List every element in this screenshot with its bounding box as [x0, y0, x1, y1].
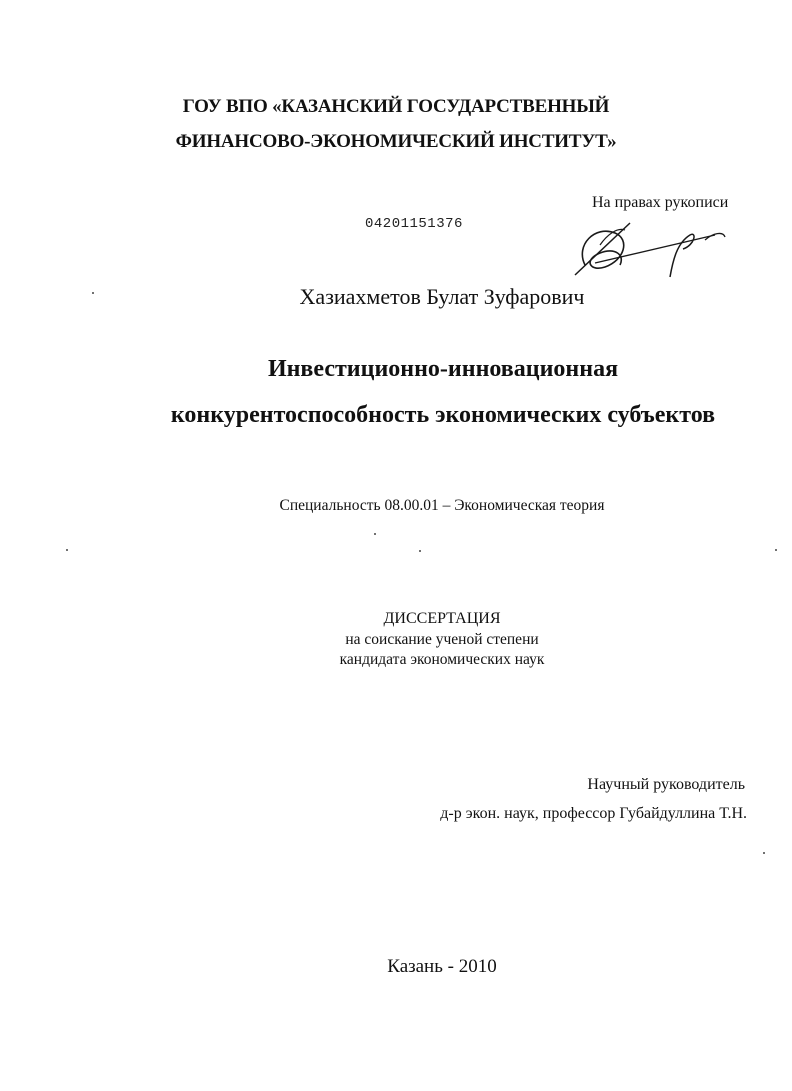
dissertation-heading: ДИССЕРТАЦИЯ — [383, 610, 501, 627]
advisor-label: Научный руководитель — [587, 776, 745, 793]
scan-speck — [419, 550, 421, 552]
specialty-line: Специальность 08.00.01 – Экономическая теория — [279, 497, 605, 514]
institution-line-2: ФИНАНСОВО-ЭКОНОМИЧЕСКИЙ ИНСТИТУТ» — [175, 131, 617, 152]
scan-speck — [66, 549, 68, 551]
stamp-number: 04201151376 — [365, 216, 463, 232]
advisor-name: д-р экон. наук, профессор Губайдуллина Т.Н. — [440, 805, 747, 822]
scan-speck — [775, 549, 777, 551]
scan-speck — [763, 852, 765, 854]
institution-line-1: ГОУ ВПО «КАЗАНСКИЙ ГОСУДАРСТВЕННЫЙ — [182, 96, 610, 117]
author-name: Хазиахметов Булат Зуфарович — [299, 284, 585, 309]
degree-line-1: на соискание ученой степени — [345, 631, 539, 648]
scan-speck — [374, 533, 376, 535]
handwritten-signature — [555, 205, 735, 285]
thesis-title-line-2: конкурентоспособность экономических субъектов — [170, 402, 716, 428]
degree-line-2: кандидата экономических наук — [339, 651, 545, 668]
city-year: Казань - 2010 — [387, 956, 497, 977]
rights-note: На правах рукописи — [592, 194, 729, 211]
scan-speck — [92, 292, 94, 294]
thesis-title-line-1: Инвестиционно-инновационная — [267, 356, 619, 382]
